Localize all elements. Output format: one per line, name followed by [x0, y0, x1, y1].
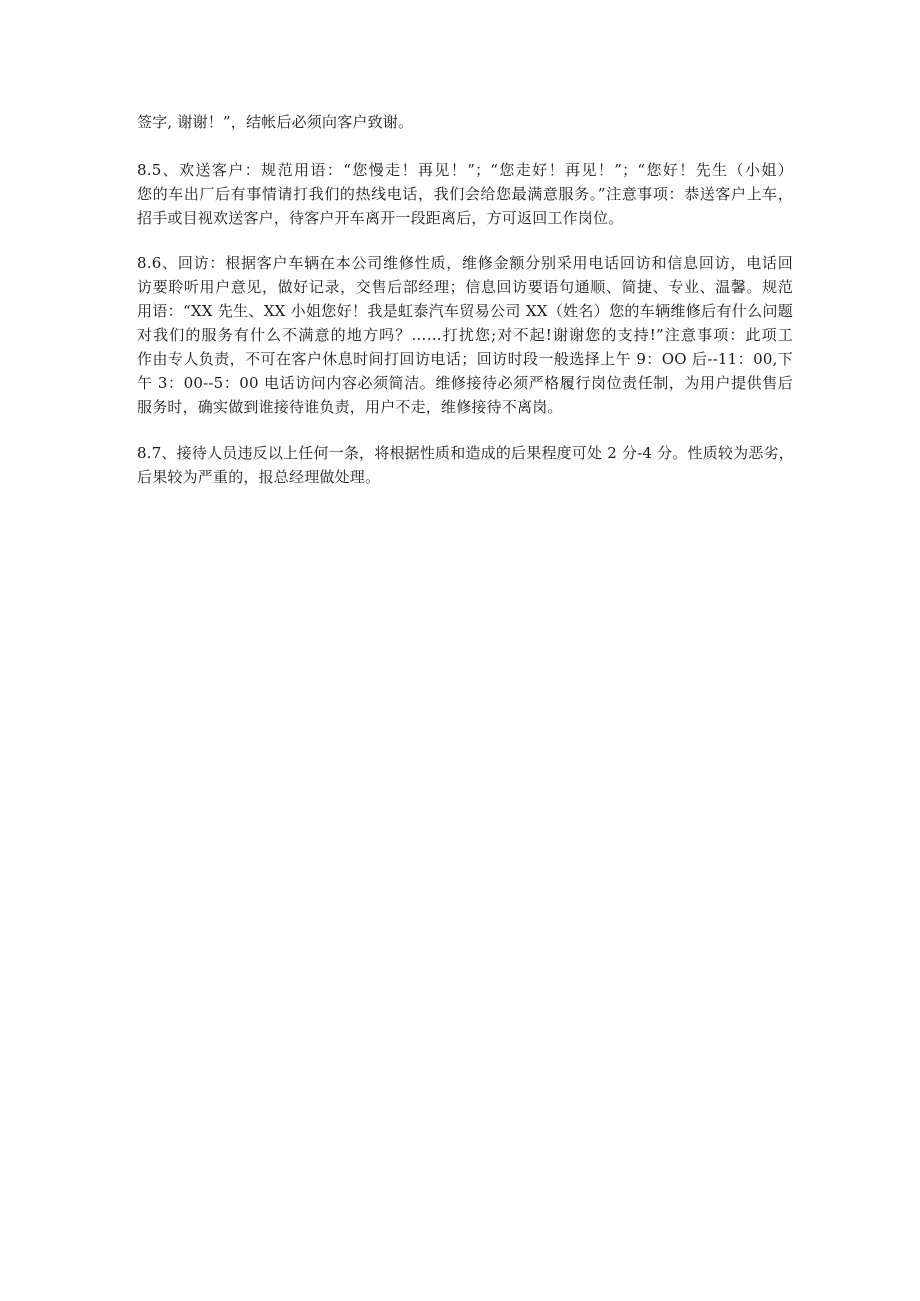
paragraph-line: 招手或目视欢送客户，待客户开车离开一段距离后，方可返回工作岗位。: [137, 209, 624, 227]
paragraph-line: 后果较为严重的，报总经理做处理。: [137, 468, 381, 486]
paragraph-8-5-farewell: [137, 158, 793, 230]
paragraph-line: 对我们的服务有什么不满意的地方吗？……打扰您;对不起!谢谢您的支持!”注意事项：此项工: [137, 326, 793, 344]
paragraph-line: 8.6、回访：根据客户车辆在本公司维修性质，维修金额分别采用电话回访和信息回访，电话回: [137, 254, 793, 272]
paragraph-line: 您的车出厂后有事情请打我们的热线电话，我们会给您最满意服务。”注意事项：恭送客户上车，: [137, 185, 793, 203]
paragraph-line: 访要聆听用户意见，做好记录，交售后部经理；信息回访要语句通顺、简捷、专业、温馨。规范: [137, 278, 793, 296]
paragraph-line: 8.7、接待人员违反以上任何一条，将根据性质和造成的后果程度可处 2 分-4 分。性质较为恶劣，: [137, 444, 794, 462]
paragraph-line: 作由专人负责，不可在客户休息时间打回访电话；回访时段一般选择上午 9：OO 后--11：00,下: [137, 350, 793, 368]
paragraph-line: 签字, 谢谢！”，结帐后必须向客户致谢。: [137, 113, 414, 131]
paragraph-line: 服务时，确实做到谁接待谁负责，用户不走，维修接待不离岗。: [137, 398, 563, 416]
paragraph-line: 午 3：00--5：00 电话访问内容必须简洁。维修接待必须严格履行岗位责任制，为用户提供售后: [137, 374, 793, 392]
document-body: [137, 110, 793, 511]
paragraph-8-6-follow-up: [137, 251, 793, 419]
paragraph-line: 8.5、欢送客户：规范用语：“您慢走！再见！”；“您走好！再见！”；“您好！先生（小姐）: [137, 161, 793, 179]
paragraph-line: 用语：“XX 先生、XX 小姐您好！我是虹泰汽车贸易公司 XX（姓名）您的车辆维修后有什么问题: [137, 302, 793, 320]
paragraph-closing-thanks: [137, 110, 793, 134]
paragraph-8-7-penalty: [137, 441, 793, 489]
